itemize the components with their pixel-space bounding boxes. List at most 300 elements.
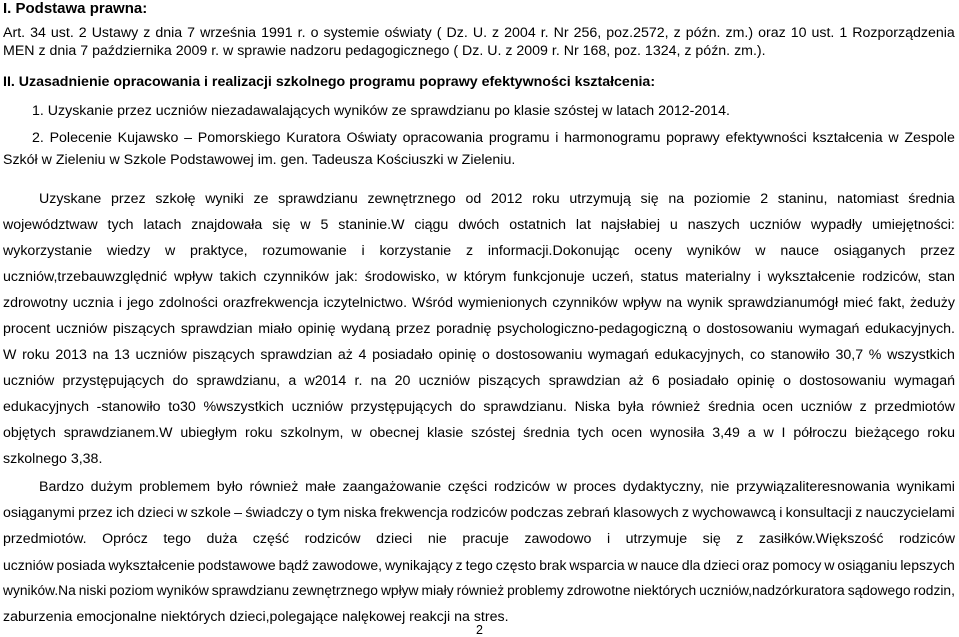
- word: wymagań: [798, 321, 860, 337]
- word: aż: [337, 347, 353, 363]
- word: staninie.W: [338, 217, 405, 233]
- word: roku: [532, 191, 560, 207]
- word: osiąganymi: [3, 505, 75, 521]
- word: dużym: [90, 479, 133, 495]
- word: posiadało: [372, 347, 433, 363]
- word: naszych: [687, 217, 740, 233]
- word: w: [165, 243, 176, 259]
- word: czynników: [552, 295, 618, 311]
- word: oraz: [758, 25, 786, 41]
- word: Bardzo: [39, 479, 84, 495]
- word: Zespole: [904, 130, 955, 146]
- word: dwóch: [458, 217, 500, 233]
- word: wpływ: [173, 269, 213, 285]
- word: w: [300, 217, 311, 233]
- legal-basis-line-2: MEN z dnia 7 października 2009 r. w sprawie nadzoru pedagogicznego ( Dz. U. z 2009 r. Nr 168, poz. 1324, z późn. zm.).: [3, 43, 766, 59]
- word: sprawdzian: [548, 373, 621, 389]
- word: dzieci: [137, 505, 174, 521]
- word: sprawdzianu.: [483, 399, 567, 415]
- word: korzystanie: [379, 243, 452, 259]
- word: ust.: [811, 25, 835, 41]
- word: września: [200, 25, 257, 41]
- word: wiedzy: [106, 243, 151, 259]
- word: 256,: [573, 25, 602, 41]
- word: o: [482, 347, 490, 363]
- word: w: [446, 269, 457, 285]
- word: o: [692, 321, 701, 337]
- word: z: [681, 505, 690, 521]
- word: W: [3, 347, 17, 363]
- word: roku: [22, 347, 50, 363]
- word: w: [824, 557, 835, 573]
- word: z: [855, 505, 863, 521]
- word: objętych: [3, 425, 56, 441]
- word: opinię: [737, 373, 775, 389]
- reason-item-1: 1. Uzyskanie przez uczniów niezadawalających wyników ze sprawdzianu po klasie szóstej w latach 2012-2014.: [32, 103, 730, 119]
- word: U.: [472, 25, 488, 41]
- word: szkolnym,: [280, 425, 344, 441]
- word: miały: [421, 583, 454, 598]
- word: było: [216, 479, 243, 495]
- word: piszących: [478, 373, 541, 389]
- word: bieżącego: [854, 425, 920, 441]
- word: frekwencja: [379, 505, 448, 521]
- word: Uzyskane: [39, 191, 102, 207]
- word: piszących: [112, 321, 176, 337]
- word: dnia: [155, 25, 183, 41]
- word: 2: [78, 25, 87, 41]
- paragraph-1-line-11: szkolnego 3,38.: [3, 451, 103, 467]
- word: natomiast: [837, 191, 899, 207]
- word: i: [555, 130, 559, 146]
- word: kształcenia: [812, 130, 883, 146]
- word: Pomorskiego: [197, 130, 281, 146]
- word: zawodowe,: [311, 557, 383, 573]
- word: od: [465, 191, 482, 207]
- paragraph-2-line-2: [3, 504, 955, 522]
- word: roku: [244, 425, 273, 441]
- word: ucznia: [72, 295, 114, 311]
- word: uczniów: [135, 347, 187, 363]
- word: Niska: [574, 399, 611, 415]
- word: obecnej: [369, 425, 420, 441]
- word: umiejętności:: [872, 217, 955, 233]
- word: wszystkich: [887, 347, 955, 363]
- word: środowisko,: [364, 269, 440, 285]
- word: 1991: [261, 25, 293, 41]
- word: nauczycielami: [865, 505, 955, 521]
- word: brak: [539, 557, 567, 573]
- word: przez: [78, 505, 113, 521]
- word: edukacyjnych: [3, 399, 89, 415]
- word: staninu,: [777, 191, 828, 207]
- word: w2014: [304, 373, 347, 389]
- word: konsultacji: [785, 505, 852, 521]
- word: często: [495, 557, 537, 573]
- word: wyników: [156, 583, 209, 598]
- word: o: [783, 373, 792, 389]
- word: procent: [3, 321, 51, 337]
- word: półroczu: [793, 425, 847, 441]
- word: dostosowaniu: [799, 373, 887, 389]
- word: efektywności: [725, 130, 807, 146]
- word: się: [702, 531, 721, 547]
- word: rodziców: [493, 479, 550, 495]
- word: Kuratora: [286, 130, 341, 146]
- word: się: [272, 217, 291, 233]
- word: 4: [358, 347, 367, 363]
- word: i: [118, 295, 122, 311]
- word: Wśród: [412, 295, 454, 311]
- word: zdolności: [158, 295, 218, 311]
- section-2-heading: II. Uzasadnienie opracowania i realizacji szkolnego programu poprawy efektywności kształcenia:: [3, 74, 656, 90]
- word: %: [868, 347, 882, 363]
- word: wynikający: [384, 557, 453, 573]
- word: -stanowiło: [96, 399, 161, 415]
- word: w: [351, 425, 362, 441]
- word: i: [606, 531, 611, 547]
- word: rodziców,: [862, 269, 922, 285]
- reason-item-2-line-2: Szkół w Zieleniu w Szkole Podstawowej im. gen. Tadeusza Kościuszki w Zieleniu.: [3, 152, 516, 168]
- word: na: [668, 191, 685, 207]
- word: na: [666, 295, 683, 311]
- section-1-heading: I. Podstawa prawna:: [3, 0, 148, 17]
- word: dostosowaniu: [706, 321, 794, 337]
- word: wydaną: [341, 321, 391, 337]
- word: średnia: [523, 425, 570, 441]
- word: to30: [168, 399, 196, 415]
- word: wyników: [686, 243, 741, 259]
- word: ich: [116, 505, 135, 521]
- word: poprawy: [666, 130, 720, 146]
- word: mieć: [843, 295, 874, 311]
- word: 30,7: [835, 347, 864, 363]
- word: tych: [107, 217, 134, 233]
- word: z: [859, 399, 867, 415]
- word: tego: [465, 557, 493, 573]
- word: zebrań: [566, 505, 610, 521]
- word: i: [361, 243, 365, 259]
- paragraph-1-line-3: [3, 242, 955, 260]
- word: opinię: [297, 321, 336, 337]
- word: poradnię: [436, 321, 492, 337]
- word: szkole: [190, 505, 231, 521]
- word: dydaktyczny,: [622, 479, 704, 495]
- word: sprawdzianumógł: [727, 295, 839, 311]
- word: opinię: [438, 347, 477, 363]
- word: Oprócz: [102, 531, 148, 547]
- paragraph-1-line-6: [3, 320, 955, 338]
- word: i: [779, 505, 783, 521]
- word: wyniki: [205, 191, 244, 207]
- word: czynników: [263, 269, 329, 285]
- word: Kujawsko: [117, 130, 179, 146]
- word: świadczy: [245, 505, 303, 521]
- word: ust.: [50, 25, 74, 41]
- word: osiąganiu: [837, 557, 898, 573]
- word: znajdowała: [191, 217, 263, 233]
- word: u: [669, 217, 678, 233]
- word: edukacyjnych,: [654, 347, 745, 363]
- word: zdrowotne: [566, 583, 631, 598]
- word: wpływ: [622, 295, 662, 311]
- word: iczytelnictwo.: [323, 295, 408, 311]
- word: edukacyjnych.: [865, 321, 955, 337]
- word: podstawowe: [197, 557, 276, 573]
- word: co: [750, 347, 765, 363]
- word: z: [455, 557, 463, 573]
- word: posiadało: [668, 373, 729, 389]
- word: Rozporządzenia: [852, 25, 955, 41]
- word: niski: [78, 583, 107, 598]
- word: problemem: [139, 479, 211, 495]
- word: Dz.: [446, 25, 468, 41]
- word: programu: [488, 130, 550, 146]
- word: oceny: [634, 243, 673, 259]
- legal-basis-line-1: [3, 24, 955, 42]
- word: wynikami: [896, 479, 955, 495]
- word: wsparcia: [569, 557, 625, 573]
- word: piszących: [192, 347, 255, 363]
- word: o: [310, 25, 319, 41]
- word: dzieci: [703, 557, 740, 573]
- paragraph-2-line-3: [3, 530, 955, 548]
- word: takich: [219, 269, 257, 285]
- word: osiąganych: [833, 243, 906, 259]
- word: uczniów: [418, 373, 470, 389]
- word: 2012: [490, 191, 523, 207]
- paragraph-1-line-5: [3, 294, 955, 312]
- word: się: [640, 191, 659, 207]
- word: uczniów,trzebauwzględnić: [3, 269, 168, 285]
- word: a: [747, 425, 756, 441]
- word: I: [781, 425, 786, 441]
- word: sprawdzianem.W: [63, 425, 173, 441]
- word: Oświaty: [346, 130, 397, 146]
- word: systemie: [323, 25, 380, 41]
- word: żeduży: [909, 295, 955, 311]
- word: o: [306, 505, 315, 521]
- word: do: [459, 399, 476, 415]
- word: jak:: [335, 269, 358, 285]
- word: 13: [114, 347, 130, 363]
- word: z: [143, 25, 151, 41]
- word: rodziców: [898, 531, 955, 547]
- word: niektórych: [633, 583, 697, 598]
- word: 3,49: [712, 425, 740, 441]
- word: –: [184, 130, 192, 146]
- word: którym: [463, 269, 507, 285]
- word: przez: [395, 321, 431, 337]
- word: 34: [30, 25, 46, 41]
- word: najsłabiej: [600, 217, 660, 233]
- word: późn.: [685, 25, 721, 41]
- word: 7: [187, 25, 196, 41]
- word: rodziców: [451, 505, 508, 521]
- word: status: [640, 269, 679, 285]
- word: również: [651, 399, 701, 415]
- word: również: [456, 583, 505, 598]
- word: również: [249, 479, 299, 495]
- word: –: [234, 505, 243, 521]
- word: 1: [839, 25, 848, 41]
- word: wymienionych: [458, 295, 548, 311]
- word: Ustawy: [91, 25, 139, 41]
- word: w: [177, 505, 188, 521]
- word: części: [447, 479, 488, 495]
- word: funkcjonuje: [513, 269, 585, 285]
- word: opracowania: [402, 130, 484, 146]
- word: zasiłków.Większość: [758, 531, 884, 547]
- word: dzieci: [376, 531, 413, 547]
- word: ostatnich: [509, 217, 566, 233]
- word: r.: [297, 25, 306, 41]
- word: w: [556, 479, 567, 495]
- word: informacji.Dokonując: [487, 243, 620, 259]
- word: do: [172, 373, 189, 389]
- word: przez: [920, 243, 955, 259]
- word: aż: [628, 373, 644, 389]
- paragraph-2-line-4: [3, 556, 955, 574]
- word: na: [92, 347, 109, 363]
- word: 2.: [32, 130, 44, 146]
- word: sprawdzian: [180, 321, 253, 337]
- word: przystępujących: [62, 373, 165, 389]
- word: z: [465, 243, 474, 259]
- paragraph-2-line-5: [3, 582, 955, 600]
- word: zawodowo: [524, 531, 592, 547]
- word: Art.: [3, 25, 26, 41]
- word: roku: [927, 425, 955, 441]
- word: uczniów: [55, 321, 108, 337]
- word: harmonogramu: [564, 130, 661, 146]
- page-number: 2: [476, 623, 483, 637]
- word: przedmiotów.: [3, 531, 87, 547]
- word: wpływ: [380, 583, 419, 598]
- word: szkołę: [155, 191, 196, 207]
- word: latach: [143, 217, 182, 233]
- word: utrzymują: [569, 191, 631, 207]
- word: podczas: [510, 505, 564, 521]
- word: sądowego: [847, 583, 911, 598]
- word: małe: [305, 479, 336, 495]
- word: wymagań: [894, 373, 955, 389]
- word: proces: [573, 479, 617, 495]
- word: wynik: [687, 295, 723, 311]
- word: wyników.Na: [3, 583, 76, 598]
- word: w: [627, 557, 638, 573]
- word: z: [673, 25, 681, 41]
- paragraph-1-line-2: [3, 216, 955, 234]
- word: uczeń,: [591, 269, 634, 285]
- word: nauce: [780, 243, 819, 259]
- word: Nr: [553, 25, 569, 41]
- word: pomocy: [772, 557, 822, 573]
- word: poziom: [109, 583, 154, 598]
- word: nie: [710, 479, 730, 495]
- word: sprawdzianu: [211, 583, 290, 598]
- word: ciągu: [414, 217, 449, 233]
- reason-item-2-line-1: [32, 129, 955, 147]
- word: stan: [928, 269, 955, 285]
- word: oraz: [742, 557, 770, 573]
- word: oświaty: [384, 25, 432, 41]
- word: rodzin,: [913, 583, 955, 598]
- word: jego: [126, 295, 154, 311]
- word: Polecenie: [49, 130, 112, 146]
- paragraph-1-line-9: [3, 398, 955, 416]
- word: fakt,: [878, 295, 905, 311]
- word: uczniów,nadzórkuratora: [699, 583, 845, 598]
- word: ubiegłym: [180, 425, 238, 441]
- word: poz.2572,: [606, 25, 669, 41]
- word: nauce: [640, 557, 679, 573]
- word: stanowiło: [770, 347, 830, 363]
- word: z: [492, 25, 500, 41]
- word: 2004: [504, 25, 536, 41]
- word: 5: [320, 217, 329, 233]
- word: ocen: [611, 425, 643, 441]
- word: rodziców: [304, 531, 361, 547]
- word: zdrowotny: [3, 295, 68, 311]
- word: szóstej: [471, 425, 516, 441]
- word: pracuje: [462, 531, 509, 547]
- word: 2013: [55, 347, 87, 363]
- word: średnia: [908, 191, 955, 207]
- word: 2: [760, 191, 769, 207]
- word: przedmiotów: [874, 399, 955, 415]
- word: r.: [540, 25, 549, 41]
- word: zaangażowanie: [342, 479, 442, 495]
- word: zewnętrznego: [367, 191, 456, 207]
- word: w: [763, 425, 774, 441]
- word: ze: [253, 191, 269, 207]
- word: 20: [394, 373, 411, 389]
- word: tego: [163, 531, 191, 547]
- word: 6: [651, 373, 660, 389]
- word: praktyce,: [190, 243, 248, 259]
- word: bądź: [278, 557, 310, 573]
- word: uczniów: [3, 373, 55, 389]
- word: przywiązaliteresnowania: [736, 479, 890, 495]
- word: uczniów: [3, 557, 54, 573]
- word: klasowych: [613, 505, 679, 521]
- paragraph-1-line-8: [3, 372, 955, 390]
- word: wymagań: [588, 347, 649, 363]
- word: wychowawcą: [692, 505, 776, 521]
- word: rozumowanie: [262, 243, 347, 259]
- paragraph-1-line-10: [3, 424, 955, 442]
- paragraph-2-line-6: zaburzenia emocjonalne niektórych dzieci,polegające nalękowej reakcji na stres.: [3, 609, 509, 625]
- paragraph-1-line-1: [3, 190, 955, 208]
- word: tych: [577, 425, 604, 441]
- word: materialny: [685, 269, 751, 285]
- word: lat: [575, 217, 591, 233]
- paragraph-1-line-4: [3, 268, 955, 286]
- word: sprawdzianu,: [196, 373, 281, 389]
- word: wykorzystanie: [3, 243, 93, 259]
- word: wykształcenie: [108, 557, 195, 573]
- word: psychologiczno-pedagogiczną: [497, 321, 688, 337]
- word: r.: [354, 373, 363, 389]
- word: przystępujących: [350, 399, 453, 415]
- word: zewnętrznego: [292, 583, 378, 598]
- word: wypadły: [810, 217, 863, 233]
- word: część: [252, 531, 290, 547]
- word: dla: [681, 557, 701, 573]
- word: w: [888, 130, 899, 146]
- word: nie: [427, 531, 447, 547]
